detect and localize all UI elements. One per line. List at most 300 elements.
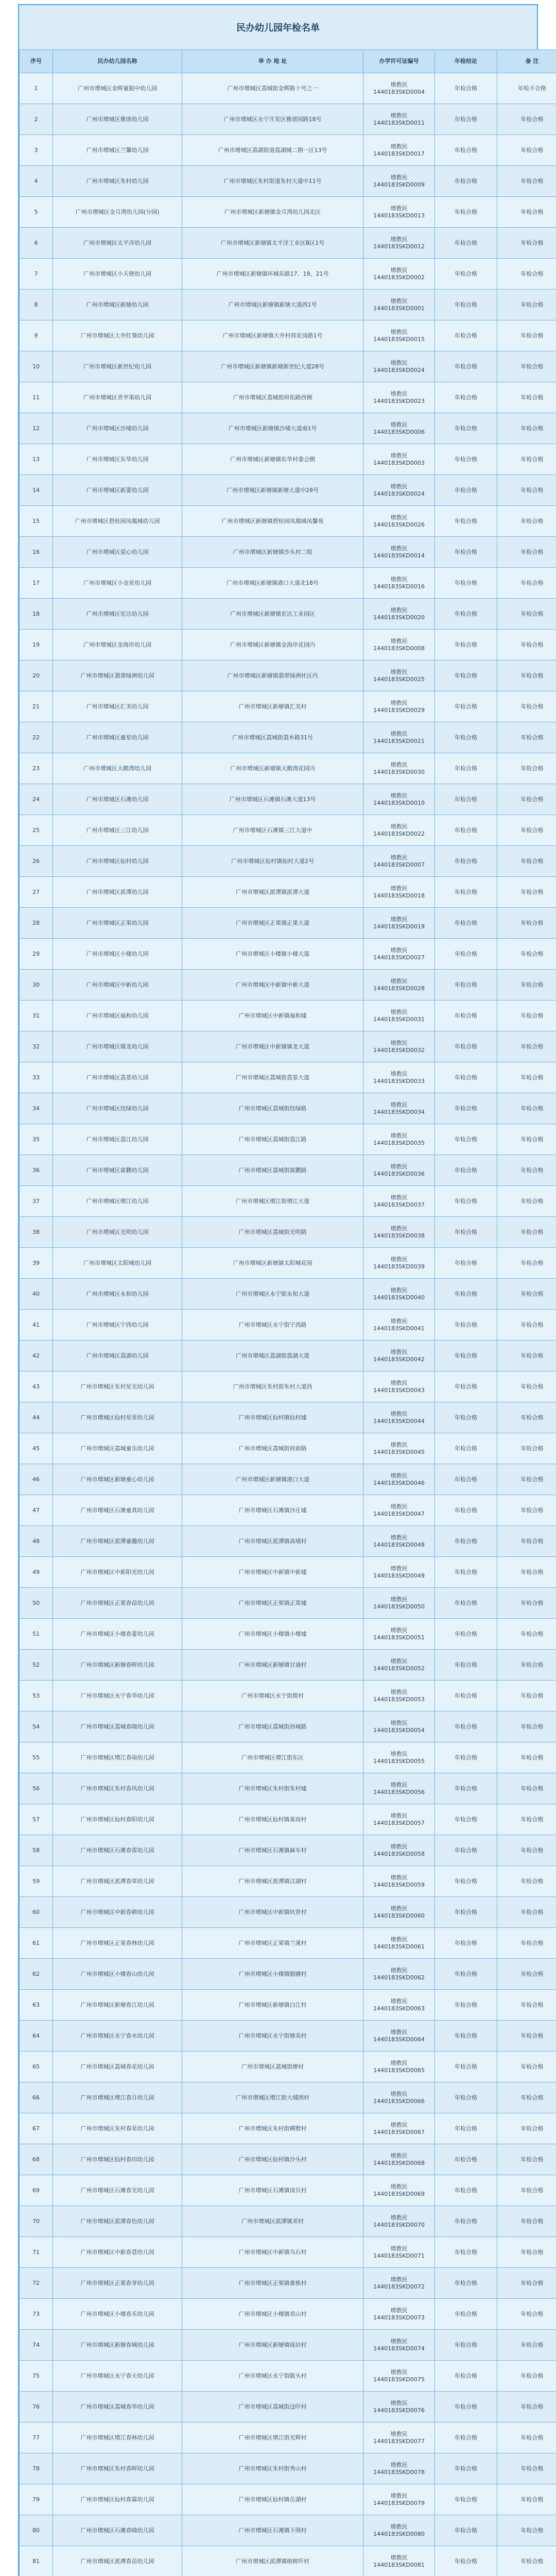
table-row xyxy=(20,1124,556,1155)
table-row xyxy=(20,1773,556,1804)
cell-address: 广州市增城区石滩镇下围村 xyxy=(182,2515,363,2546)
cell-remark: 年检合格 xyxy=(497,506,556,537)
cell-conclusion: 年检合格 xyxy=(435,1804,497,1835)
cell-remark: 年检合格 xyxy=(497,2484,556,2515)
table-row xyxy=(20,691,556,722)
cell-license: 增教民 1440183SKD0009 xyxy=(363,166,435,197)
cell-remark: 年检合格 xyxy=(497,1711,556,1742)
cell-conclusion: 年检合格 xyxy=(435,1990,497,2021)
cell-conclusion: 年检合格 xyxy=(435,1371,497,1402)
cell-license: 增教民 1440183SKD0071 xyxy=(363,2237,435,2268)
cell-address: 广州市增城区荔城街荔景大道 xyxy=(182,1062,363,1093)
cell-conclusion: 年检合格 xyxy=(435,1557,497,1588)
cell-conclusion: 年检合格 xyxy=(435,2484,497,2515)
cell-license: 增教民 1440183SKD0075 xyxy=(363,2361,435,2392)
cell-name: 广州市增城区福和幼儿园 xyxy=(53,1001,182,1031)
cell-license: 增教民 1440183SKD0059 xyxy=(363,1866,435,1897)
cell-remark: 年检合格 xyxy=(497,2082,556,2113)
cell-conclusion: 年检合格 xyxy=(435,2021,497,2052)
cell-address: 广州市增城区派潭镇派潭大道 xyxy=(182,877,363,908)
cell-conclusion: 年检合格 xyxy=(435,1093,497,1124)
cell-license: 增教民 1440183SKD0014 xyxy=(363,537,435,568)
cell-license: 增教民 1440183SKD0020 xyxy=(363,599,435,630)
cell-license: 增教民 1440183SKD0035 xyxy=(363,1124,435,1155)
cell-conclusion: 年检合格 xyxy=(435,1650,497,1681)
table-row xyxy=(20,1495,556,1526)
cell-conclusion: 年检合格 xyxy=(435,2175,497,2206)
cell-index: 28 xyxy=(20,908,53,939)
cell-license: 增教民 1440183SKD0074 xyxy=(363,2330,435,2361)
cell-index: 4 xyxy=(20,166,53,197)
cell-conclusion: 年检合格 xyxy=(435,1124,497,1155)
cell-conclusion: 年检合格 xyxy=(435,908,497,939)
cell-license: 增教民 1440183SKD0029 xyxy=(363,691,435,722)
cell-license: 增教民 1440183SKD0061 xyxy=(363,1928,435,1959)
cell-remark: 年检合格 xyxy=(497,2268,556,2299)
table-row xyxy=(20,104,556,135)
cell-license: 增教民 1440183SKD0007 xyxy=(363,846,435,877)
cell-index: 48 xyxy=(20,1526,53,1557)
cell-conclusion: 年检合格 xyxy=(435,1310,497,1341)
cell-remark: 年检合格 xyxy=(497,2175,556,2206)
cell-index: 62 xyxy=(20,1959,53,1990)
table-row xyxy=(20,1402,556,1433)
table-row xyxy=(20,166,556,197)
cell-remark: 年检合格 xyxy=(497,1464,556,1495)
cell-name: 广州市增城区荔江幼儿园 xyxy=(53,1124,182,1155)
cell-remark: 年检合格 xyxy=(497,1619,556,1650)
cell-license: 增教民 1440183SKD0054 xyxy=(363,1711,435,1742)
cell-license: 增教民 1440183SKD0067 xyxy=(363,2113,435,2144)
cell-conclusion: 年检合格 xyxy=(435,2299,497,2330)
cell-address: 广州市增城区增江街光辉村 xyxy=(182,2422,363,2453)
kindergarten-table xyxy=(19,49,556,2576)
table-row xyxy=(20,2082,556,2113)
table-row xyxy=(20,1681,556,1711)
cell-index: 49 xyxy=(20,1557,53,1588)
cell-name: 广州市增城区碧桂园凤凰城幼儿园 xyxy=(53,506,182,537)
cell-address: 广州市增城区中新镇中新墟 xyxy=(182,1557,363,1588)
cell-index: 40 xyxy=(20,1279,53,1310)
cell-conclusion: 年检合格 xyxy=(435,939,497,970)
table-row xyxy=(20,1155,556,1186)
table-row xyxy=(20,660,556,691)
cell-address: 广州市增城区中新镇中新大道 xyxy=(182,970,363,1001)
cell-remark: 年检合格 xyxy=(497,815,556,846)
cell-index: 10 xyxy=(20,351,53,382)
cell-index: 56 xyxy=(20,1773,53,1804)
cell-name: 广州市增城区派潭春色幼儿园 xyxy=(53,2206,182,2237)
cell-conclusion: 年检合格 xyxy=(435,630,497,660)
cell-conclusion: 年检合格 xyxy=(435,320,497,351)
cell-remark: 年检合格 xyxy=(497,2546,556,2576)
table-row xyxy=(20,135,556,166)
cell-conclusion: 年检合格 xyxy=(435,784,497,815)
cell-index: 13 xyxy=(20,444,53,475)
cell-remark: 年检合格 xyxy=(497,166,556,197)
cell-license: 增教民 1440183SKD0044 xyxy=(363,1402,435,1433)
cell-index: 78 xyxy=(20,2453,53,2484)
cell-conclusion: 年检合格 xyxy=(435,2422,497,2453)
cell-remark: 年检合格 xyxy=(497,1835,556,1866)
cell-license: 增教民 1440183SKD0033 xyxy=(363,1062,435,1093)
cell-remark: 年检合格 xyxy=(497,1001,556,1031)
cell-remark: 年检合格 xyxy=(497,259,556,290)
cell-license: 增教民 1440183SKD0056 xyxy=(363,1773,435,1804)
cell-address: 广州市增城区正果镇兰溪村 xyxy=(182,1928,363,1959)
cell-license: 增教民 1440183SKD0027 xyxy=(363,939,435,970)
cell-remark: 年检合格 xyxy=(497,2453,556,2484)
table-row xyxy=(20,2206,556,2237)
cell-address: 广州市增城区新塘镇东华村委会侧 xyxy=(182,444,363,475)
cell-conclusion: 年检合格 xyxy=(435,660,497,691)
cell-name: 广州市增城区大井红葵幼儿园 xyxy=(53,320,182,351)
cell-name: 广州市增城区仙村春霖幼儿园 xyxy=(53,2484,182,2515)
cell-remark: 年检合格 xyxy=(497,784,556,815)
cell-name: 广州市增城区永宁春天幼儿园 xyxy=(53,2361,182,2392)
cell-remark: 年检合格 xyxy=(497,1093,556,1124)
table-row xyxy=(20,2268,556,2299)
cell-name: 广州市增城区天鹅湾幼儿园 xyxy=(53,753,182,784)
cell-name: 广州市增城区仙村星星幼儿园 xyxy=(53,1402,182,1433)
cell-index: 50 xyxy=(20,1588,53,1619)
cell-index: 59 xyxy=(20,1866,53,1897)
cell-address: 广州市增城区石滩镇麻车村 xyxy=(182,1835,363,1866)
cell-address: 广州市增城区小楼镇腊圃村 xyxy=(182,1959,363,1990)
cell-address: 广州市增城区增江街大埔围村 xyxy=(182,2082,363,2113)
table-row xyxy=(20,197,556,228)
cell-remark: 年检合格 xyxy=(497,290,556,320)
cell-address: 广州市增城区荔城街荔江路 xyxy=(182,1124,363,1155)
cell-remark: 年检合格 xyxy=(497,2052,556,2082)
cell-name: 广州市增城区宏达幼儿园 xyxy=(53,599,182,630)
cell-name: 广州市增城区派潭童趣幼儿园 xyxy=(53,1526,182,1557)
cell-name: 广州市增城区沙埔幼儿园 xyxy=(53,413,182,444)
cell-conclusion: 年检合格 xyxy=(435,691,497,722)
cell-conclusion: 年检合格 xyxy=(435,1742,497,1773)
cell-remark: 年检合格 xyxy=(497,877,556,908)
cell-conclusion: 年检合格 xyxy=(435,2144,497,2175)
table-row xyxy=(20,599,556,630)
table-row xyxy=(20,1371,556,1402)
cell-license: 增教民 1440183SKD0047 xyxy=(363,1495,435,1526)
cell-name: 广州市增城区小楼春蕾幼儿园 xyxy=(53,1619,182,1650)
cell-name: 广州市增城区正果春芽幼儿园 xyxy=(53,2268,182,2299)
cell-remark: 年检合格 xyxy=(497,1990,556,2021)
table-row xyxy=(20,877,556,908)
cell-index: 41 xyxy=(20,1310,53,1341)
cell-index: 60 xyxy=(20,1897,53,1928)
cell-license: 增教民 1440183SKD0002 xyxy=(363,259,435,290)
cell-address: 广州市增城区新塘镇甘涌村 xyxy=(182,1650,363,1681)
cell-remark: 年检合格 xyxy=(497,846,556,877)
cell-name: 广州市增城区正果春林幼儿园 xyxy=(53,1928,182,1959)
cell-remark: 年检合格 xyxy=(497,1495,556,1526)
cell-conclusion: 年检合格 xyxy=(435,259,497,290)
cell-conclusion: 年检合格 xyxy=(435,1464,497,1495)
table-row xyxy=(20,1835,556,1866)
table-row xyxy=(20,1464,556,1495)
cell-name: 广州市增城区小楼春禾幼儿园 xyxy=(53,2299,182,2330)
table-row xyxy=(20,846,556,877)
cell-name: 广州市增城区仙村春阳幼儿园 xyxy=(53,1804,182,1835)
cell-remark: 年检合格 xyxy=(497,2392,556,2422)
cell-conclusion: 年检合格 xyxy=(435,2361,497,2392)
cell-index: 11 xyxy=(20,382,53,413)
cell-index: 22 xyxy=(20,722,53,753)
cell-conclusion: 年检合格 xyxy=(435,2052,497,2082)
cell-index: 6 xyxy=(20,228,53,259)
cell-license: 增教民 1440183SKD0063 xyxy=(363,1990,435,2021)
cell-index: 21 xyxy=(20,691,53,722)
table-row xyxy=(20,2484,556,2515)
cell-address: 广州市增城区新塘镇沙埔大道南1号 xyxy=(182,413,363,444)
cell-remark: 年检合格 xyxy=(497,104,556,135)
cell-remark: 年检合格 xyxy=(497,2237,556,2268)
cell-remark: 年检合格 xyxy=(497,1928,556,1959)
cell-name: 广州市增城区中新阳光幼儿园 xyxy=(53,1557,182,1588)
cell-remark: 年检合格 xyxy=(497,1279,556,1310)
cell-remark: 年检合格 xyxy=(497,135,556,166)
cell-name: 广州市增城区汇美幼儿园 xyxy=(53,691,182,722)
cell-name: 广州市增城区中新春耕幼儿园 xyxy=(53,1897,182,1928)
cell-name: 广州市增城区荔城春华幼儿园 xyxy=(53,2392,182,2422)
cell-index: 77 xyxy=(20,2422,53,2453)
cell-address: 广州市增城区石滩镇岗贝村 xyxy=(182,2175,363,2206)
table-row xyxy=(20,351,556,382)
cell-license: 增教民 1440183SKD0073 xyxy=(363,2299,435,2330)
cell-remark: 年检合格 xyxy=(497,351,556,382)
cell-index: 80 xyxy=(20,2515,53,2546)
cell-license: 增教民 1440183SKD0049 xyxy=(363,1557,435,1588)
table-row xyxy=(20,2453,556,2484)
cell-index: 31 xyxy=(20,1001,53,1031)
cell-address: 广州市增城区石滩镇沙庄墟 xyxy=(182,1495,363,1526)
cell-conclusion: 年检合格 xyxy=(435,815,497,846)
cell-address: 广州市增城区荔城街廖村 xyxy=(182,2052,363,2082)
cell-license: 增教民 1440183SKD0042 xyxy=(363,1341,435,1371)
table-row xyxy=(20,2330,556,2361)
cell-index: 24 xyxy=(20,784,53,815)
table-row xyxy=(20,320,556,351)
cell-index: 25 xyxy=(20,815,53,846)
cell-address: 广州市增城区新塘镇白江村 xyxy=(182,1990,363,2021)
cell-name: 广州市增城区荔城春晓幼儿园 xyxy=(53,1711,182,1742)
cell-address: 广州市增城区新塘镇环城东路17、19、21号 xyxy=(182,259,363,290)
cell-index: 7 xyxy=(20,259,53,290)
cell-license: 增教民 1440183SKD0018 xyxy=(363,877,435,908)
cell-license: 增教民 1440183SKD0057 xyxy=(363,1804,435,1835)
cell-conclusion: 年检合格 xyxy=(435,1897,497,1928)
cell-license: 增教民 1440183SKD0001 xyxy=(363,290,435,320)
column-header-name: 民办幼儿园名称 xyxy=(53,50,182,73)
cell-conclusion: 年检合格 xyxy=(435,413,497,444)
cell-license: 增教民 1440183SKD0041 xyxy=(363,1310,435,1341)
column-header-remark: 备 注 xyxy=(497,50,556,73)
cell-address: 广州市增城区新塘镇金月湾幼儿园北区 xyxy=(182,197,363,228)
cell-index: 68 xyxy=(20,2144,53,2175)
table-row xyxy=(20,537,556,568)
cell-conclusion: 年检合格 xyxy=(435,1866,497,1897)
cell-address: 广州市增城区荔城街荔乡路31号 xyxy=(182,722,363,753)
table-row xyxy=(20,1341,556,1371)
cell-index: 33 xyxy=(20,1062,53,1093)
cell-conclusion: 年检合格 xyxy=(435,1279,497,1310)
cell-remark: 年检合格 xyxy=(497,475,556,506)
cell-license: 增教民 1440183SKD0011 xyxy=(363,104,435,135)
column-header-index: 序号 xyxy=(20,50,53,73)
table-row xyxy=(20,1248,556,1279)
cell-address: 广州市增城区仙村镇仙村墟 xyxy=(182,1402,363,1433)
cell-index: 35 xyxy=(20,1124,53,1155)
cell-address: 广州市增城区派潭镇邓村 xyxy=(182,2206,363,2237)
table-row xyxy=(20,908,556,939)
document-frame xyxy=(18,4,546,2576)
cell-index: 81 xyxy=(20,2546,53,2576)
cell-address: 广州市增城区荔城街金辉路十号之一 xyxy=(182,73,363,104)
cell-name: 广州市增城区兰馨幼儿园 xyxy=(53,135,182,166)
cell-remark: 年检合格 xyxy=(497,1341,556,1371)
cell-index: 42 xyxy=(20,1341,53,1371)
cell-conclusion: 年检合格 xyxy=(435,1433,497,1464)
cell-index: 46 xyxy=(20,1464,53,1495)
cell-remark: 年检合格 xyxy=(497,382,556,413)
cell-address: 广州市增城区仙村镇仙村大道2号 xyxy=(182,846,363,877)
cell-remark: 年检合格 xyxy=(497,1804,556,1835)
table-row xyxy=(20,2175,556,2206)
cell-index: 65 xyxy=(20,2052,53,2082)
cell-remark: 年检合格 xyxy=(497,2144,556,2175)
cell-license: 增教民 1440183SKD0078 xyxy=(363,2453,435,2484)
cell-conclusion: 年检合格 xyxy=(435,2392,497,2422)
cell-address: 广州市增城区永宁街宁西路 xyxy=(182,1310,363,1341)
table-row xyxy=(20,753,556,784)
cell-conclusion: 年检合格 xyxy=(435,568,497,599)
cell-address: 广州市增城区小楼镇邓山村 xyxy=(182,2299,363,2330)
cell-index: 16 xyxy=(20,537,53,568)
table-row xyxy=(20,2546,556,2576)
cell-license: 增教民 1440183SKD0077 xyxy=(363,2422,435,2453)
cell-index: 14 xyxy=(20,475,53,506)
cell-name: 广州市增城区金辉童振中幼儿园 xyxy=(53,73,182,104)
cell-name: 广州市增城区童星幼儿园 xyxy=(53,722,182,753)
cell-address: 广州市增城区荔城街府佑路西侧 xyxy=(182,382,363,413)
cell-conclusion: 年检合格 xyxy=(435,2113,497,2144)
cell-license: 增教民 1440183SKD0024 xyxy=(363,351,435,382)
cell-name: 广州市增城区青苹果幼儿园 xyxy=(53,382,182,413)
cell-conclusion: 年检合格 xyxy=(435,73,497,104)
cell-conclusion: 年检合格 xyxy=(435,2453,497,2484)
cell-address: 广州市增城区派潭镇汉湖村 xyxy=(182,1866,363,1897)
cell-address: 广州市增城区增江街东区 xyxy=(182,1742,363,1773)
cell-name: 广州市增城区朱村幼儿园 xyxy=(53,166,182,197)
cell-name: 广州市增城区增江幼儿园 xyxy=(53,1186,182,1217)
cell-address: 广州市增城区新塘镇港口大道 xyxy=(182,1464,363,1495)
cell-name: 广州市增城区新塘春晖幼儿园 xyxy=(53,1650,182,1681)
cell-conclusion: 年检合格 xyxy=(435,506,497,537)
cell-remark: 年检合格 xyxy=(497,1588,556,1619)
cell-remark: 年检合格 xyxy=(497,2299,556,2330)
table-row xyxy=(20,1588,556,1619)
cell-conclusion: 年检合格 xyxy=(435,382,497,413)
cell-license: 增教民 1440183SKD0068 xyxy=(363,2144,435,2175)
cell-remark: 年检合格 xyxy=(497,537,556,568)
cell-license: 增教民 1440183SKD0006 xyxy=(363,413,435,444)
cell-name: 广州市增城区朱村春星幼儿园 xyxy=(53,2113,182,2144)
table-row xyxy=(20,1866,556,1897)
cell-address: 广州市增城区朱村街道朱村大道中11号 xyxy=(182,166,363,197)
cell-remark: 年检合格 xyxy=(497,568,556,599)
cell-license: 增教民 1440183SKD0052 xyxy=(363,1650,435,1681)
cell-address: 广州市增城区石滩镇三江大道中 xyxy=(182,815,363,846)
cell-index: 73 xyxy=(20,2299,53,2330)
cell-conclusion: 年检合格 xyxy=(435,722,497,753)
cell-index: 8 xyxy=(20,290,53,320)
table-row xyxy=(20,1217,556,1248)
cell-address: 广州市增城区新塘镇天鹅湾花园内 xyxy=(182,753,363,784)
cell-name: 广州市增城区派潭春草幼儿园 xyxy=(53,1866,182,1897)
cell-license: 增教民 1440183SKD0045 xyxy=(363,1433,435,1464)
cell-name: 广州市增城区增江春月幼儿园 xyxy=(53,2082,182,2113)
cell-conclusion: 年检合格 xyxy=(435,290,497,320)
table-row xyxy=(20,722,556,753)
cell-license: 增教民 1440183SKD0050 xyxy=(363,1588,435,1619)
cell-name: 广州市增城区爱心幼儿园 xyxy=(53,537,182,568)
cell-license: 增教民 1440183SKD0065 xyxy=(363,2052,435,2082)
cell-conclusion: 年检合格 xyxy=(435,846,497,877)
cell-name: 广州市增城区新塘幼儿园 xyxy=(53,290,182,320)
cell-index: 55 xyxy=(20,1742,53,1773)
cell-address: 广州市增城区新塘镇新塘大道中28号 xyxy=(182,475,363,506)
cell-index: 18 xyxy=(20,599,53,630)
cell-conclusion: 年检合格 xyxy=(435,1402,497,1433)
header-row xyxy=(20,50,556,73)
cell-index: 43 xyxy=(20,1371,53,1402)
cell-license: 增教民 1440183SKD0019 xyxy=(363,908,435,939)
cell-license: 增教民 1440183SKD0028 xyxy=(363,970,435,1001)
cell-name: 广州市增城区石滩童真幼儿园 xyxy=(53,1495,182,1526)
cell-remark: 年检合格 xyxy=(497,197,556,228)
cell-conclusion: 年检合格 xyxy=(435,1835,497,1866)
cell-conclusion: 年检合格 xyxy=(435,444,497,475)
cell-address: 广州市增城区荔城街光明路 xyxy=(182,1217,363,1248)
cell-license: 增教民 1440183SKD0081 xyxy=(363,2546,435,2576)
table-row xyxy=(20,1959,556,1990)
cell-license: 增教民 1440183SKD0017 xyxy=(363,135,435,166)
cell-index: 66 xyxy=(20,2082,53,2113)
cell-name: 广州市增城区东华幼儿园 xyxy=(53,444,182,475)
cell-name: 广州市增城区新塘春城幼儿园 xyxy=(53,2330,182,2361)
cell-remark: 年检合格 xyxy=(497,1248,556,1279)
cell-remark: 年检合格 xyxy=(497,444,556,475)
cell-license: 增教民 1440183SKD0032 xyxy=(363,1031,435,1062)
cell-remark: 年检合格 xyxy=(497,1773,556,1804)
cell-index: 54 xyxy=(20,1711,53,1742)
cell-conclusion: 年检合格 xyxy=(435,1155,497,1186)
cell-index: 70 xyxy=(20,2206,53,2237)
cell-remark: 年检合格 xyxy=(497,1897,556,1928)
cell-address: 广州市增城区朱村街朱村大道西 xyxy=(182,1371,363,1402)
cell-conclusion: 年检合格 xyxy=(435,2206,497,2237)
cell-remark: 年检合格 xyxy=(497,1186,556,1217)
cell-address: 广州市增城区荔城街富鹏路 xyxy=(182,1155,363,1186)
cell-name: 广州市增城区石滩春晓幼儿园 xyxy=(53,2515,182,2546)
cell-conclusion: 年检合格 xyxy=(435,1062,497,1093)
cell-index: 64 xyxy=(20,2021,53,2052)
table-row xyxy=(20,2392,556,2422)
table-row xyxy=(20,382,556,413)
cell-conclusion: 年检合格 xyxy=(435,1526,497,1557)
